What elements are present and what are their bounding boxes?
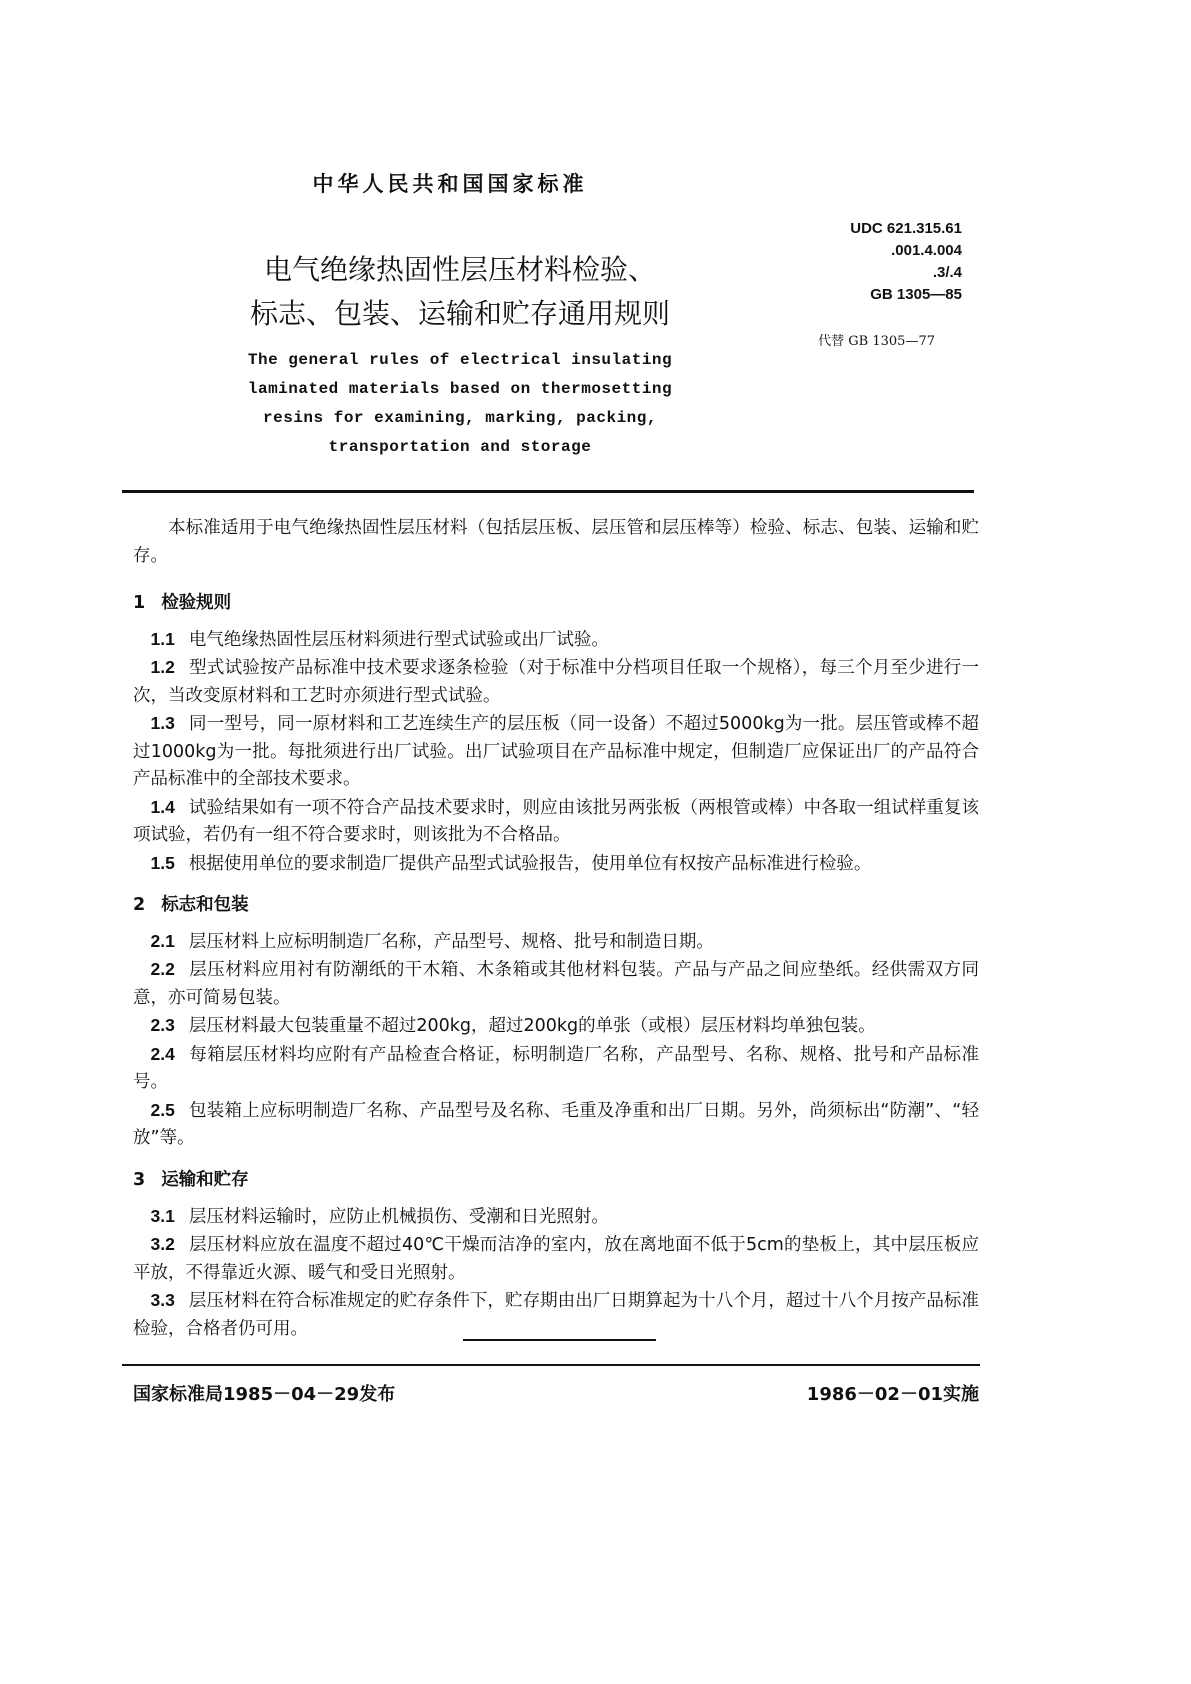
clause	[133, 1012, 979, 1041]
clause-number: 1.3	[150, 713, 175, 733]
udc-classification	[790, 218, 962, 306]
section-title: 检验规则	[161, 593, 232, 613]
title-english	[230, 346, 690, 462]
section-heading	[133, 892, 979, 920]
clause-text: 同一型号，同一原材料和工艺连续生产的层压板（同一设备）不超过5000kg为一批。层压管或棒不超过1000kg为一批。每批须进行出厂试验。出厂试验项目在产品标准中规定，但制造厂应保证出厂的产品符合产品标准中的全部技术要求。	[133, 714, 979, 789]
clause	[133, 1203, 979, 1232]
clause	[133, 1231, 979, 1287]
footer-divider	[122, 1364, 980, 1366]
clause	[133, 850, 979, 879]
title-line: 标志、包装、运输和贮存通用规则	[249, 297, 670, 330]
clause-number: 1.4	[150, 796, 175, 817]
intro-paragraph	[133, 515, 979, 570]
clause-number: 1.1	[150, 628, 175, 649]
title-line: resins for examining, marking, packing,	[263, 409, 657, 427]
standard-number: GB 1305—85	[870, 286, 962, 303]
clause-number: 2.3	[150, 1015, 175, 1035]
clause-text: 包装箱上应标明制造厂名称、产品型号及名称、毛重及净重和出厂日期。另外，尚须标出“防潮”、“轻放”等。	[133, 1100, 979, 1148]
section-heading	[133, 1167, 979, 1195]
title-line: 电气绝缘热固性层压材料检验、	[263, 253, 656, 286]
clause-number: 3.1	[150, 1205, 175, 1226]
clause-number: 1.5	[150, 852, 175, 873]
section-1	[133, 590, 979, 878]
title-chinese	[200, 248, 720, 336]
intro-text: 本标准适用于电气绝缘热固性层压材料（包括层压板、层压管和层压棒等）检验、标志、包装、运输和贮存。	[133, 518, 979, 566]
clause-text: 层压材料最大包装重量不超过200kg，超过200kg的单张（或根）层压材料均单独包装。	[188, 1016, 876, 1036]
clause-number: 2.1	[150, 930, 175, 951]
clause	[133, 654, 979, 710]
clause-text: 根据使用单位的要求制造厂提供产品型式试验报告，使用单位有权按产品标准进行检验。	[188, 853, 872, 874]
clause-text: 层压材料在符合标准规定的贮存条件下，贮存期由出厂日期算起为十八个月，超过十八个月按产品标准检验，合格者仍可用。	[133, 1291, 979, 1339]
clause-text: 每箱层压材料均应附有产品检查合格证，标明制造厂名称，产品型号、名称、规格、批号和产品标准号。	[133, 1044, 979, 1092]
clause-number: 2.2	[150, 959, 175, 979]
clause-text: 层压材料应放在温度不超过40℃干燥而洁净的室内，放在离地面不低于5cm的垫板上，其中层压板应平放，不得靠近火源、暖气和受日光照射。	[133, 1235, 979, 1283]
section-heading	[133, 590, 979, 618]
udc-line: .001.4.004	[891, 242, 962, 259]
clause-number: 3.3	[150, 1290, 175, 1310]
clause-text: 层压材料应用衬有防潮纸的干木箱、木条箱或其他材料包装。产品与产品之间应垫纸。经供需双方同意，亦可简易包装。	[133, 960, 979, 1008]
clause-text: 型式试验按产品标准中技术要求逐条检验（对于标准中分档项目任取一个规格），每三个月至少进行一次，当改变原材料和工艺时亦须进行型式试验。	[133, 658, 979, 706]
national-standard-heading: 中华人民共和国国家标准	[312, 172, 588, 196]
end-mark	[463, 1339, 656, 1341]
clause	[133, 794, 979, 850]
header-divider	[122, 490, 974, 493]
clause-number: 2.5	[150, 1099, 175, 1120]
clause-text: 层压材料上应标明制造厂名称，产品型号、规格、批号和制造日期。	[188, 931, 714, 952]
issue-date: 国家标准局1985－04－29发布	[133, 1384, 396, 1405]
section-2	[133, 892, 979, 1153]
udc-line: UDC 621.315.61	[850, 220, 962, 237]
title-line: The general rules of electrical insulating	[247, 351, 673, 369]
clause	[133, 1041, 979, 1097]
section-number: 3	[133, 1170, 146, 1190]
section-number: 1	[133, 593, 146, 613]
clause-text: 层压材料运输时，应防止机械损伤、受潮和日光照射。	[188, 1206, 609, 1227]
clause-number: 3.2	[150, 1234, 175, 1254]
section-number: 2	[133, 895, 146, 915]
udc-line: .3/.4	[932, 264, 962, 281]
section-title: 运输和贮存	[161, 1170, 249, 1190]
title-line: transportation and storage	[328, 438, 592, 456]
title-line: laminated materials based on thermosetting	[247, 380, 673, 398]
clause	[133, 956, 979, 1012]
clause-text: 试验结果如有一项不符合产品技术要求时，则应由该批另两张板（两根管或棒）中各取一组试样重复该项试验，若仍有一组不符合要求时，则该批为不合格品。	[133, 797, 979, 845]
clause	[133, 1097, 979, 1153]
clause	[133, 626, 979, 655]
clause	[133, 1287, 979, 1343]
effective-date: 1986－02－01实施	[806, 1384, 979, 1405]
section-3	[133, 1167, 979, 1343]
clause-number: 2.4	[150, 1043, 175, 1064]
replaces-note: 代替 GB 1305—77	[818, 334, 935, 349]
section-title: 标志和包装	[161, 895, 249, 915]
clause	[133, 710, 979, 794]
clause	[133, 928, 979, 957]
clause-text: 电气绝缘热固性层压材料须进行型式试验或出厂试验。	[188, 629, 609, 650]
clause-number: 1.2	[150, 657, 175, 677]
